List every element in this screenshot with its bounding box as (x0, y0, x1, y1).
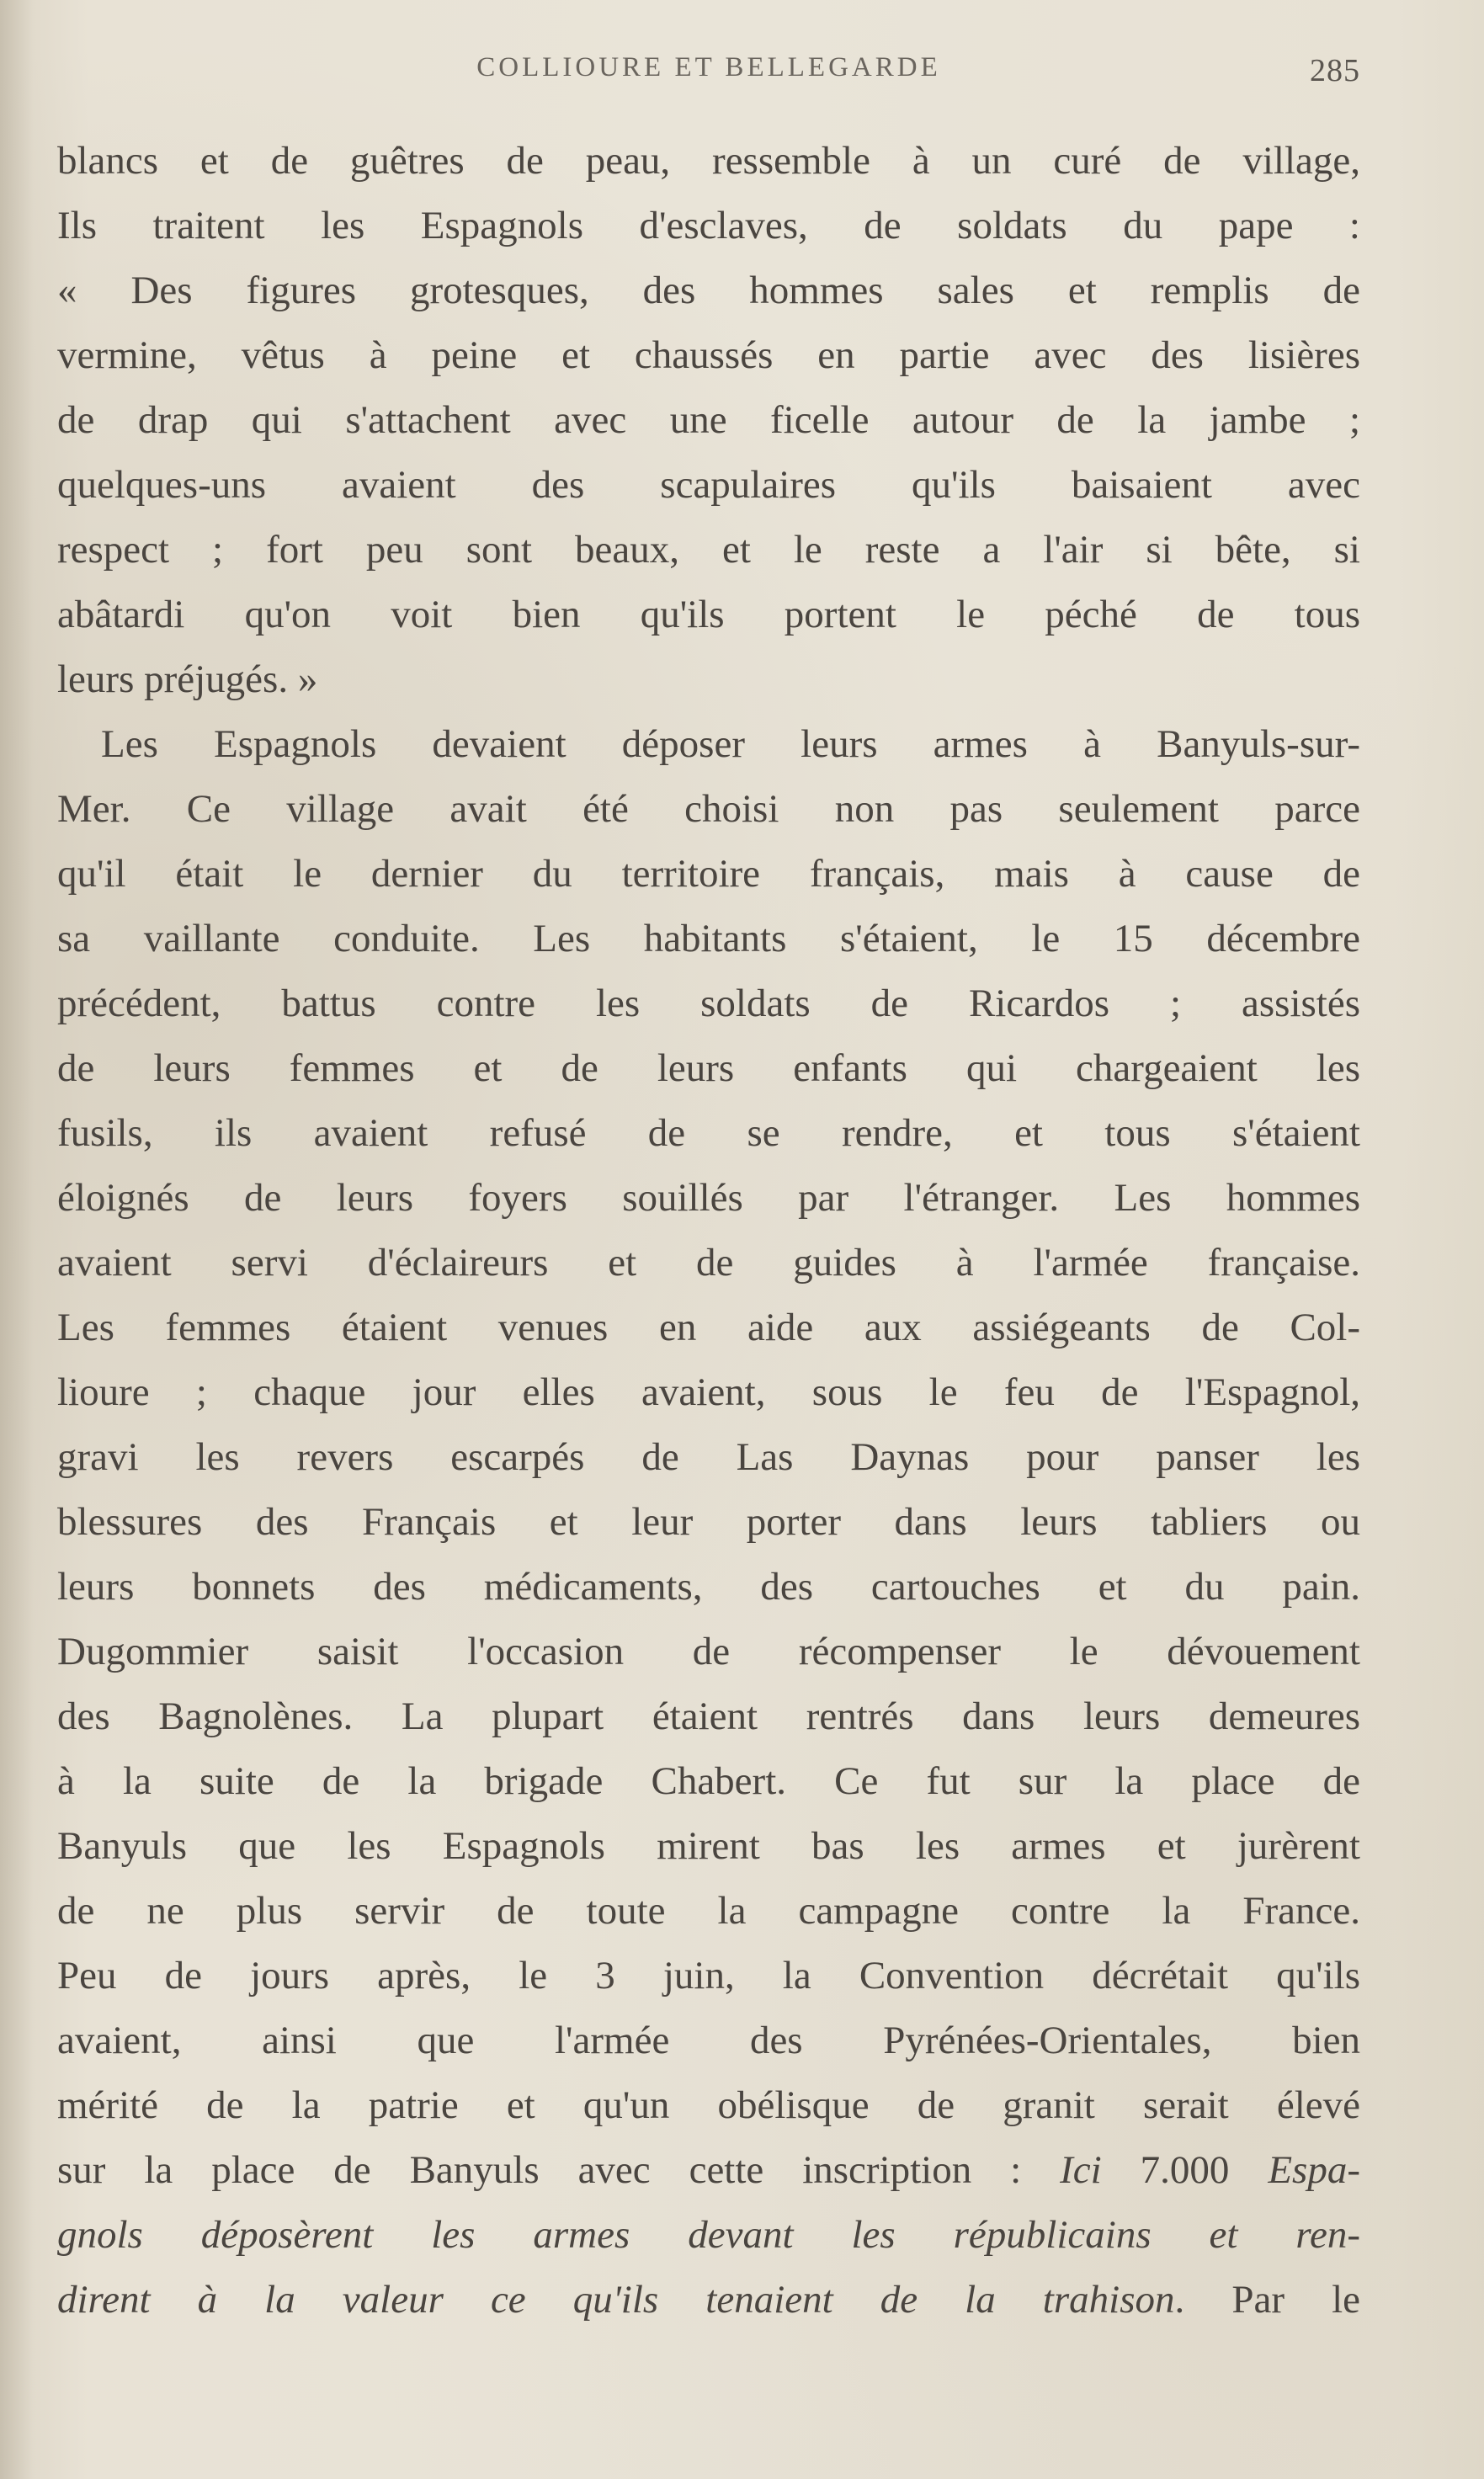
text-segment: Mer. Ce village avait été choisi non pas seulement parce (57, 787, 1360, 831)
text-line (57, 1490, 1360, 1555)
text-line (57, 2203, 1360, 2268)
text-segment: de leurs femmes et de leurs enfants qui chargeaient les (57, 1046, 1360, 1090)
text-segment: lioure ; chaque jour elles avaient, sous le feu de l'Espagnol, (57, 1370, 1360, 1414)
text-line (57, 1360, 1360, 1425)
text-segment: respect ; fort peu sont beaux, et le reste a l'air si bête, si (57, 528, 1360, 572)
text-line (57, 842, 1360, 907)
text-segment: sur la place de Banyuls avec cette inscription : (57, 2148, 1061, 2192)
text-segment: de drap qui s'attachent avec une ficelle autour de la jambe ; (57, 398, 1360, 442)
text-line (57, 388, 1360, 453)
text-line (57, 453, 1360, 518)
text-line (57, 518, 1360, 583)
text-line (57, 907, 1360, 971)
text-segment: leurs bonnets des médicaments, des cartouches et du pain. (57, 1565, 1360, 1609)
text-line (57, 1166, 1360, 1231)
text-line (57, 647, 1360, 712)
text-line (57, 777, 1360, 842)
text-segment: abâtardi qu'on voit bien qu'ils portent le péché de tous (57, 593, 1360, 636)
text-segment: Les Espagnols devaient déposer leurs armes à Banyuls-sur- (101, 722, 1360, 766)
text-line (57, 1684, 1360, 1749)
text-line (57, 2268, 1360, 2333)
text-line (57, 1036, 1360, 1101)
text-segment: avaient servi d'éclaireurs et de guides à l'armée française. (57, 1241, 1360, 1285)
text-line (57, 1231, 1360, 1295)
italic-text-segment: Espa- (1268, 2148, 1360, 2192)
text-segment: avaient, ainsi que l'armée des Pyrénées-Orientales, bien (57, 2019, 1360, 2062)
text-segment: Dugommier saisit l'occasion de récompenser le dévouement (57, 1630, 1360, 1673)
text-segment: fusils, ils avaient refusé de se rendre, et tous s'étaient (57, 1111, 1360, 1155)
text-line (57, 2073, 1360, 2138)
text-segment: qu'il était le dernier du territoire français, mais à cause de (57, 852, 1360, 896)
text-line (57, 1814, 1360, 1879)
running-head (57, 52, 1360, 93)
text-segment: de ne plus servir de toute la campagne contre la France. (57, 1889, 1360, 1933)
text-line (57, 2138, 1360, 2203)
text-line (57, 1620, 1360, 1684)
text-segment: Les femmes étaient venues en aide aux assiégeants de Col- (57, 1306, 1360, 1349)
text-segment: leurs préjugés. » (57, 657, 318, 701)
text-segment: . Par le (1174, 2278, 1360, 2322)
text-line (57, 712, 1360, 777)
text-line (57, 1101, 1360, 1166)
text-segment: blessures des Français et leur porter dans leurs tabliers ou (57, 1500, 1360, 1544)
text-line (57, 1295, 1360, 1360)
text-line (57, 1879, 1360, 1944)
page-number: 285 (1310, 53, 1360, 88)
text-segment: « Des figures grotesques, des hommes sales et remplis de (57, 269, 1360, 312)
text-line (57, 971, 1360, 1036)
text-segment: Peu de jours après, le 3 juin, la Convention décrétait qu'ils (57, 1954, 1360, 1998)
text-line (57, 258, 1360, 323)
text-line (57, 194, 1360, 258)
text-segment: à la suite de la brigade Chabert. Ce fut sur la place de (57, 1759, 1360, 1803)
text-segment: vermine, vêtus à peine et chaussés en partie avec des lisières (57, 333, 1360, 377)
text-line (57, 583, 1360, 647)
text-line (57, 1425, 1360, 1490)
text-segment: gravi les revers escarpés de Las Daynas pour panser les (57, 1435, 1360, 1479)
text-line (57, 1944, 1360, 2008)
gutter-shadow (0, 0, 34, 2479)
text-line (57, 1749, 1360, 1814)
italic-text-segment: dirent à la valeur ce qu'ils tenaient de la trahison (57, 2278, 1175, 2322)
text-segment: des Bagnolènes. La plupart étaient rentrés dans leurs demeures (57, 1694, 1360, 1738)
text-segment: éloignés de leurs foyers souillés par l'étranger. Les hommes (57, 1176, 1360, 1220)
text-segment: blancs et de guêtres de peau, ressemble à un curé de village, (57, 139, 1360, 183)
text-segment: mérité de la patrie et qu'un obélisque de granit serait élevé (57, 2083, 1360, 2127)
text-line (57, 1555, 1360, 1620)
text-segment: précédent, battus contre les soldats de Ricardos ; assistés (57, 981, 1360, 1025)
text-segment: Ils traitent les Espagnols d'esclaves, de soldats du pape : (57, 204, 1360, 247)
text-segment: quelques-uns avaient des scapulaires qu'ils baisaient avec (57, 463, 1360, 507)
text-line (57, 323, 1360, 388)
text-segment: sa vaillante conduite. Les habitants s'étaient, le 15 décembre (57, 917, 1360, 960)
italic-text-segment: Ici (1060, 2148, 1102, 2192)
body-text (57, 129, 1360, 2333)
running-title: COLLIOURE ET BELLEGARDE (476, 52, 941, 82)
text-line (57, 129, 1360, 194)
italic-text-segment: gnols déposèrent les armes devant les républicains et ren- (57, 2213, 1360, 2257)
text-segment: 7.000 (1101, 2148, 1269, 2192)
text-line (57, 2008, 1360, 2073)
text-segment: Banyuls que les Espagnols mirent bas les armes et jurèrent (57, 1824, 1360, 1868)
